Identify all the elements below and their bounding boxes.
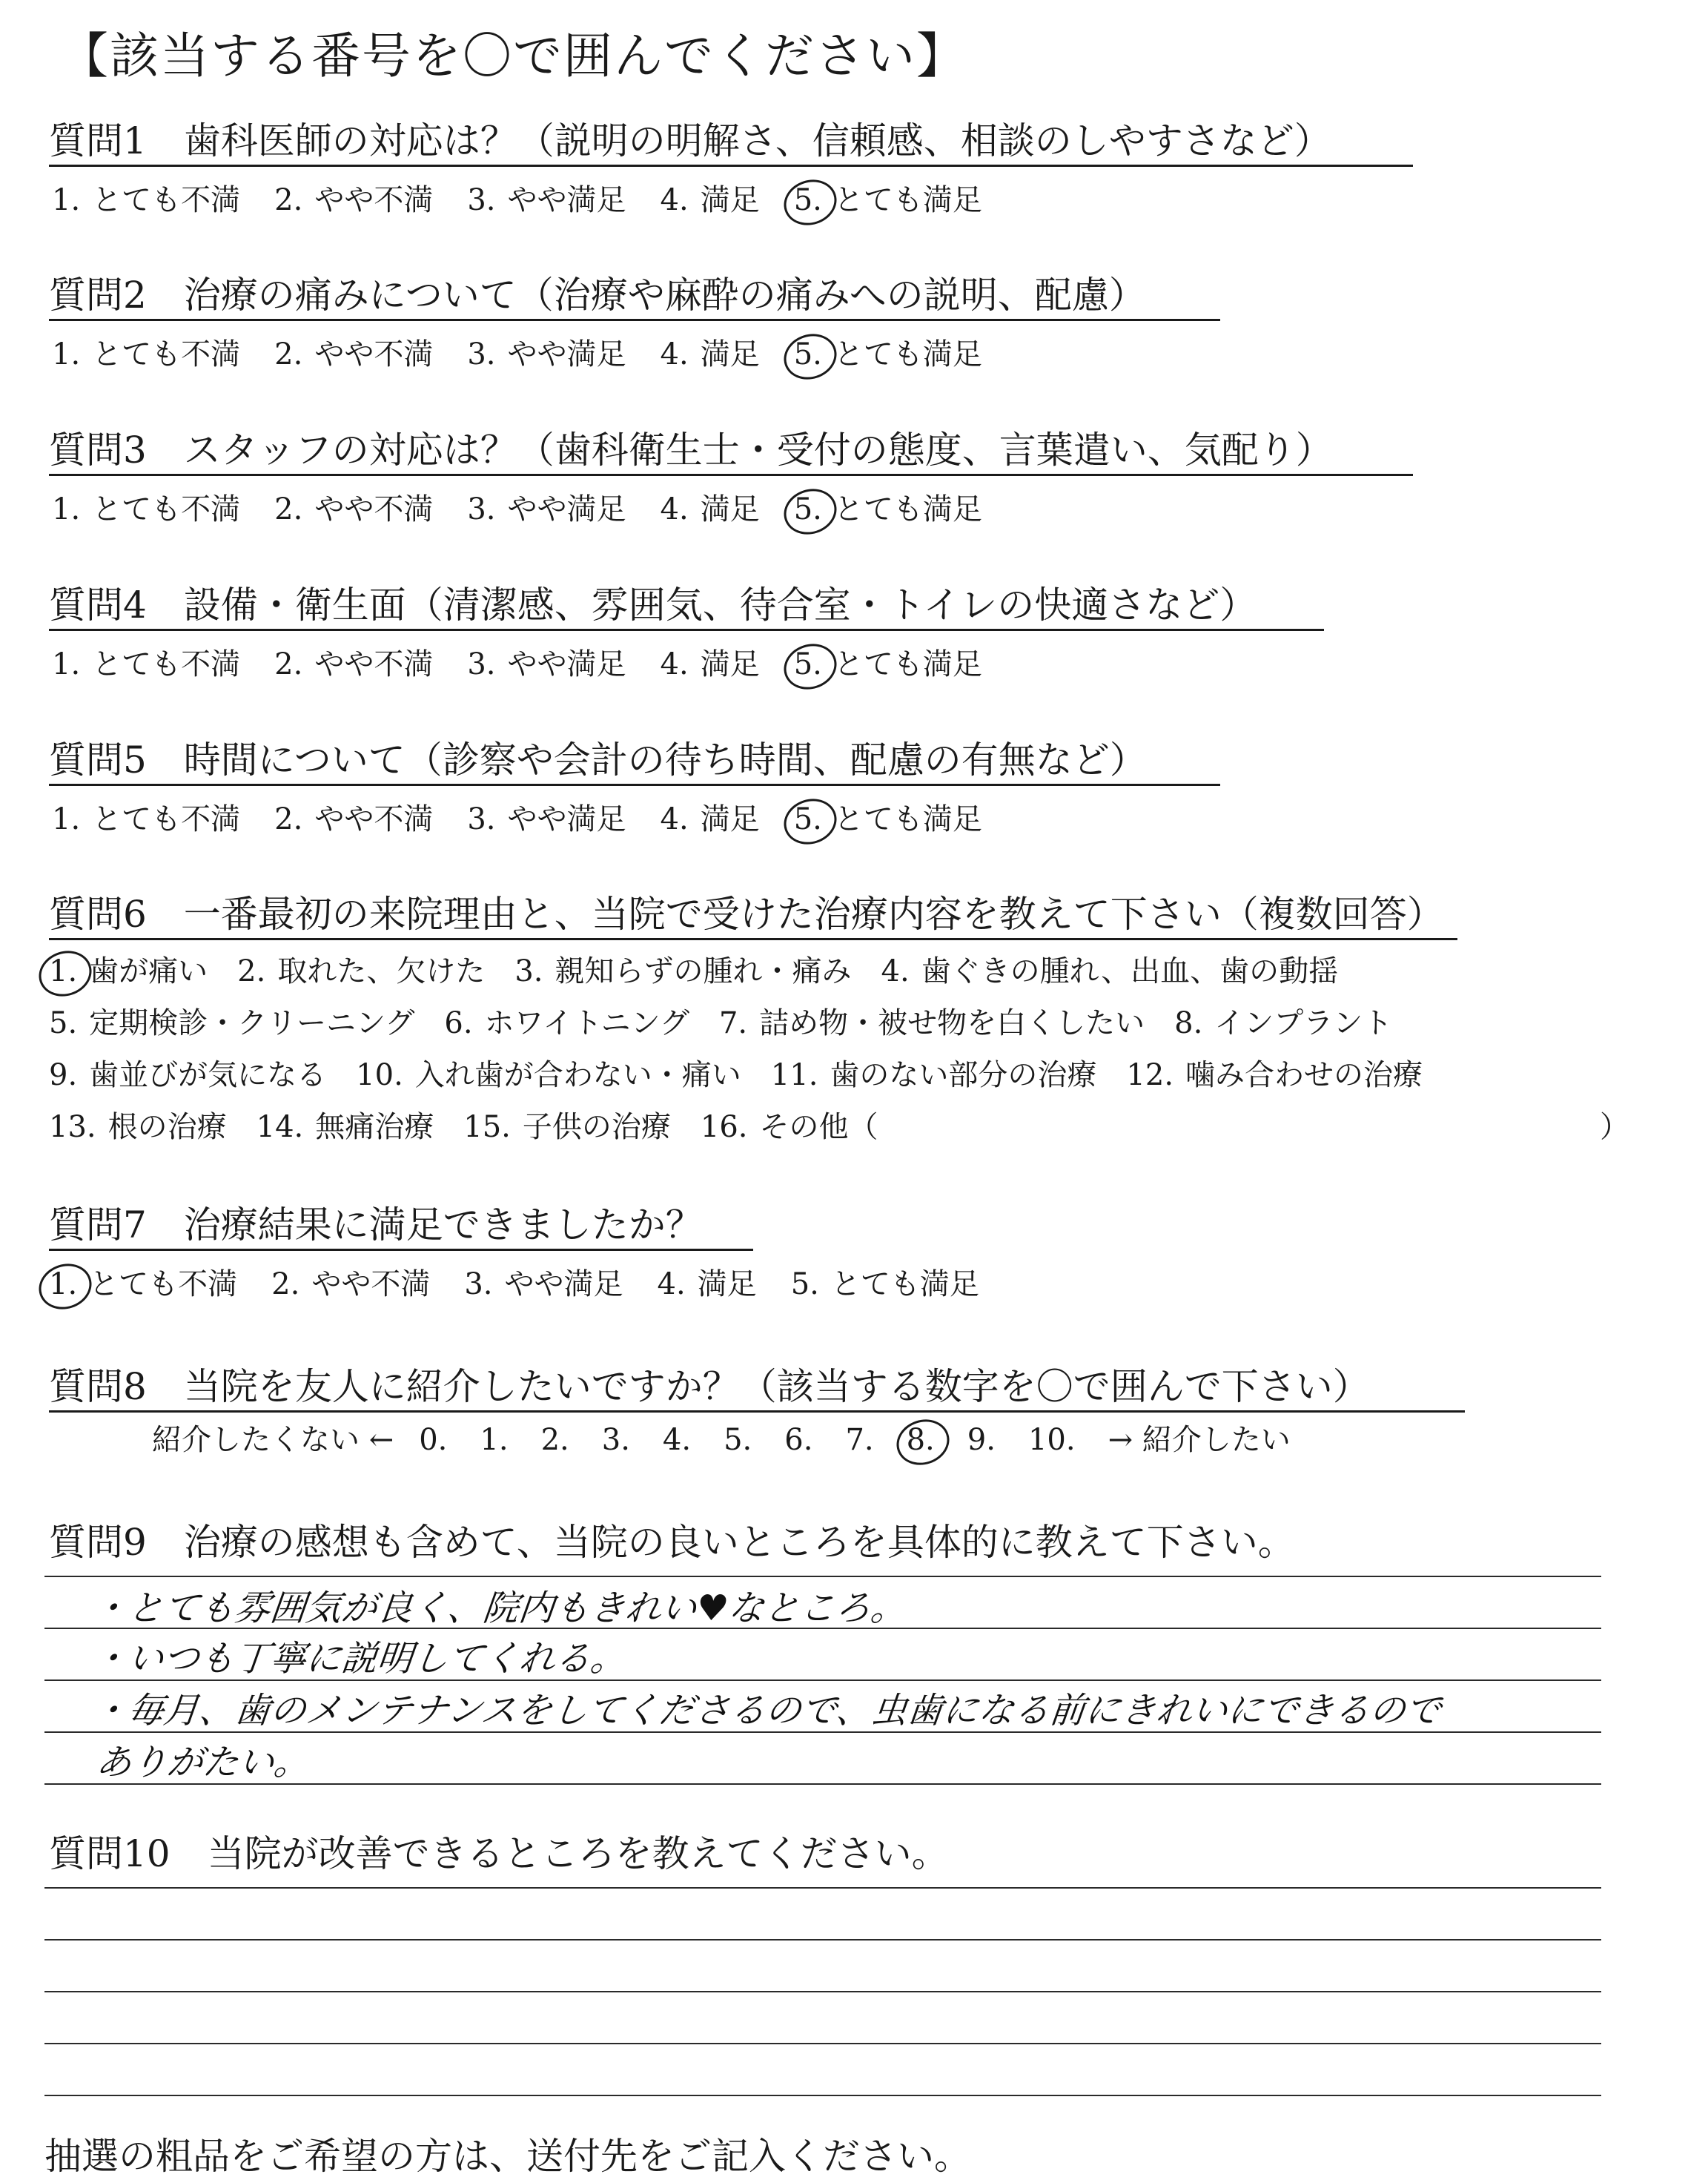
q4-option-label: やや満足 <box>507 647 626 681</box>
q8-scale-6[interactable]: 6. <box>784 1423 813 1457</box>
q3-option-label: とても不満 <box>92 492 241 526</box>
q6-option-number: 15. <box>463 1110 511 1144</box>
q8-scale-8[interactable]: 8. <box>906 1423 935 1457</box>
q6-option-number: 9. <box>49 1058 78 1092</box>
q5-option-2[interactable] <box>274 796 433 838</box>
q6-row-1 <box>49 948 1368 990</box>
q6-option-1[interactable] <box>49 1103 227 1146</box>
q1-option-number: 1. <box>52 183 81 217</box>
q8-scale-0[interactable]: 0. <box>419 1423 448 1457</box>
q4-option-number: 3. <box>467 647 496 681</box>
q6-option-label: その他（ <box>759 1110 878 1144</box>
q6-option-3[interactable] <box>463 1103 671 1146</box>
q6-option-3[interactable] <box>514 948 851 990</box>
q4-option-number: 4. <box>660 647 689 681</box>
q6-title: 質問6 一番最初の来院理由と、当院で受けた治療内容を教えて下さい（複数回答） <box>49 893 1444 936</box>
q6-option-number: 6. <box>444 1006 473 1040</box>
q1-option-label: やや不満 <box>314 183 434 217</box>
q6-option-label: 取れた、欠けた <box>277 954 486 988</box>
q1-option-label: やや満足 <box>507 183 626 217</box>
q6-option-label: 根の治療 <box>107 1110 227 1144</box>
q6-option-4[interactable] <box>1126 1051 1423 1094</box>
q6-option-label: 入れ歯が合わない・痛い <box>414 1058 741 1092</box>
footer-partial: 抽選の粗品をご希望の方は、送付先をご記入ください。 <box>44 2135 971 2178</box>
q6-option-number: 4. <box>881 954 910 988</box>
q8-scale-10[interactable]: 10. <box>1027 1423 1076 1457</box>
q1-option-number: 3. <box>467 183 496 217</box>
q9-handwritten-answer: ・いつも丁寧に説明してくれる。 <box>90 1638 629 1679</box>
q9-title: 質問9 治療の感想も含めて、当院の良いところを具体的に教えて下さい。 <box>49 1521 1295 1564</box>
q6-option-label: 歯ぐきの腫れ、出血、歯の動揺 <box>921 954 1339 988</box>
q9-ruled-line <box>44 1576 1601 1577</box>
q1-option-4[interactable] <box>661 176 760 219</box>
q1-underline <box>49 165 1413 167</box>
q6-option-1[interactable] <box>49 1051 326 1094</box>
q6-option-label: 歯のない部分の治療 <box>830 1058 1097 1092</box>
q5-option-label: やや満足 <box>507 802 626 836</box>
q2-option-number: 4. <box>660 337 689 371</box>
q9-handwritten-answer: ・とても雰囲気が良く、院内もきれい♥なところ。 <box>90 1588 909 1629</box>
q6-option-2[interactable] <box>444 1000 689 1042</box>
q2-option-number: 1. <box>52 337 81 371</box>
q8-scale-4[interactable]: 4. <box>662 1423 692 1457</box>
q6-option-number: 16. <box>700 1110 748 1144</box>
q3-option-3[interactable] <box>467 486 626 528</box>
q7-title: 質問7 治療結果に満足できましたか？ <box>49 1203 703 1246</box>
q6-option-label: 歯が痛い <box>89 954 208 988</box>
q6-option-number: 7. <box>718 1006 748 1040</box>
q4-title: 質問4 設備・衛生面（清潔感、雰囲気、待合室・トイレの快適さなど） <box>49 584 1257 627</box>
q10-ruled-line <box>44 1991 1601 1992</box>
q6-row-3 <box>49 1051 1452 1094</box>
q4-option-number: 1. <box>52 647 81 681</box>
q4-option-1[interactable] <box>52 641 240 683</box>
q5-option-number: 1. <box>52 802 81 836</box>
q5-option-1[interactable] <box>52 796 240 838</box>
q6-option-label: 子供の治療 <box>522 1110 671 1144</box>
q6-row-4 <box>49 1103 908 1146</box>
q5-option-number: 4. <box>660 802 689 836</box>
q6-option-number: 13. <box>49 1110 96 1144</box>
q1-option-number: 2. <box>274 183 303 217</box>
q4-option-number: 2. <box>274 647 303 681</box>
q3-option-label: とても満足 <box>833 492 982 526</box>
q8-right-label: → 紹介したい <box>1108 1423 1291 1457</box>
q5-option-number: 3. <box>467 802 496 836</box>
q1-option-3[interactable] <box>467 176 626 219</box>
q6-option-2[interactable] <box>256 1103 434 1146</box>
q5-option-label: とても満足 <box>833 802 982 836</box>
q3-option-label: 満足 <box>700 492 760 526</box>
q1-option-1[interactable] <box>52 176 240 219</box>
q1-title: 質問1 歯科医師の対応は？（説明の明解さ、信頼感、相談のしやすさなど） <box>49 119 1331 162</box>
q7-option-label: 満足 <box>697 1267 757 1301</box>
q7-option-label: とても満足 <box>830 1267 979 1301</box>
q2-option-3[interactable] <box>467 331 626 373</box>
q6-option-label: 噛み合わせの治療 <box>1185 1058 1423 1092</box>
q6-option-label: 無痛治療 <box>315 1110 434 1144</box>
q2-option-number: 3. <box>467 337 496 371</box>
q6-option-number: 2. <box>237 954 266 988</box>
q6-option-label: 定期検診・クリーニング <box>89 1006 415 1040</box>
q8-underline <box>49 1410 1465 1413</box>
q9-handwritten-answer: ・毎月、歯のメンテナンスをしてくださるので、虫歯になる前にきれいにできるので <box>90 1690 1443 1731</box>
q6-option-label: インプラント <box>1214 1006 1393 1040</box>
page-header: 【該当する番号を〇で囲んでください】 <box>59 27 967 85</box>
q2-underline <box>49 319 1220 321</box>
q6-option-number: 3. <box>514 954 543 988</box>
q8-title: 質問8 当院を友人に紹介したいですか？（該当する数字を〇で囲んで下さい） <box>49 1365 1370 1408</box>
q8-scale-9[interactable]: 9. <box>967 1423 996 1457</box>
q1-option-number: 4. <box>660 183 689 217</box>
q4-option-3[interactable] <box>467 641 626 683</box>
q1-options <box>52 176 1016 219</box>
q6-option-number: 12. <box>1126 1058 1174 1092</box>
q10-ruled-line <box>44 2095 1601 2096</box>
q7-option-4[interactable] <box>658 1261 757 1303</box>
q6-option-2[interactable] <box>237 948 485 990</box>
q10-ruled-line <box>44 1939 1601 1940</box>
q4-options <box>52 641 1016 683</box>
q1-option-number: 5. <box>793 183 822 217</box>
q6-option-3[interactable] <box>771 1051 1097 1094</box>
q3-option-1[interactable] <box>52 486 240 528</box>
q6-option-number: 11. <box>770 1058 818 1092</box>
q3-option-number: 2. <box>274 492 303 526</box>
q2-options <box>52 331 1016 373</box>
q6-option-number: 8. <box>1174 1006 1203 1040</box>
q8-scale-numbers <box>419 1423 1108 1457</box>
q5-option-label: やや不満 <box>314 802 434 836</box>
q6-option-4[interactable] <box>701 1103 878 1146</box>
q4-option-label: とても不満 <box>92 647 241 681</box>
q1-option-label: とても満足 <box>833 183 982 217</box>
q9-handwritten-answer: ありがたい。 <box>93 1742 312 1783</box>
q6-option-label: 親知らずの腫れ・痛み <box>555 954 852 988</box>
q5-options <box>52 796 1016 838</box>
q2-option-label: とても不満 <box>92 337 241 371</box>
q7-option-label: やや満足 <box>504 1267 623 1301</box>
q8-left-label: 紹介したくない ← <box>152 1423 394 1457</box>
q5-option-number: 5. <box>793 802 822 836</box>
q7-option-label: やや不満 <box>311 1267 431 1301</box>
q3-title: 質問3 スタッフの対応は？（歯科衛生士・受付の態度、言葉遣い、気配り） <box>49 429 1333 472</box>
q6-option-3[interactable] <box>719 1000 1145 1042</box>
q8-scale <box>152 1416 1291 1459</box>
q2-option-4[interactable] <box>661 331 760 373</box>
q3-option-number: 3. <box>467 492 496 526</box>
q2-title: 質問2 治療の痛みについて（治療や麻酔の痛みへの説明、配慮） <box>49 274 1146 317</box>
q7-underline <box>49 1249 753 1251</box>
q6-row-2 <box>49 1000 1422 1042</box>
q7-options <box>49 1261 1013 1303</box>
q2-option-label: やや満足 <box>507 337 626 371</box>
q5-option-label: とても不満 <box>92 802 241 836</box>
q6-option-label: ホワイトニング <box>484 1006 689 1040</box>
q6-option-4[interactable] <box>1174 1000 1392 1042</box>
q7-option-2[interactable] <box>271 1261 430 1303</box>
q4-option-number: 5. <box>793 647 822 681</box>
q3-option-number: 4. <box>660 492 689 526</box>
q2-option-label: 満足 <box>700 337 760 371</box>
q5-option-3[interactable] <box>467 796 626 838</box>
q2-option-2[interactable] <box>274 331 433 373</box>
q3-options <box>52 486 1016 528</box>
q5-underline <box>49 784 1220 786</box>
q4-underline <box>49 629 1324 631</box>
q6-option-number: 5. <box>49 1006 78 1040</box>
q6-option-label: 歯並びが気になる <box>89 1058 327 1092</box>
q2-option-label: やや不満 <box>314 337 434 371</box>
q7-option-3[interactable] <box>464 1261 623 1303</box>
q6-option-2[interactable] <box>356 1051 741 1094</box>
q2-option-number: 2. <box>274 337 303 371</box>
q2-option-number: 5. <box>793 337 822 371</box>
q7-option-5[interactable] <box>791 1261 979 1303</box>
q7-option-number: 1. <box>49 1267 78 1301</box>
q5-option-4[interactable] <box>661 796 760 838</box>
q4-option-2[interactable] <box>274 641 433 683</box>
q4-option-label: やや不満 <box>314 647 434 681</box>
q7-option-number: 5. <box>790 1267 819 1301</box>
q4-option-4[interactable] <box>661 641 760 683</box>
q10-ruled-line <box>44 1887 1601 1889</box>
q7-option-number: 4. <box>657 1267 686 1301</box>
q6-underline <box>49 938 1457 940</box>
q2-option-label: とても満足 <box>833 337 982 371</box>
q1-option-label: 満足 <box>700 183 760 217</box>
q8-scale-7[interactable]: 7. <box>845 1423 874 1457</box>
q5-option-number: 2. <box>274 802 303 836</box>
q7-option-number: 3. <box>464 1267 493 1301</box>
q4-option-label: とても満足 <box>833 647 982 681</box>
q7-option-number: 2. <box>271 1267 300 1301</box>
q8-scale-2[interactable]: 2. <box>540 1423 569 1457</box>
q3-option-number: 5. <box>793 492 822 526</box>
q6-other-close-paren: ） <box>1600 1110 1629 1144</box>
q3-option-number: 1. <box>52 492 81 526</box>
q2-option-1[interactable] <box>52 331 240 373</box>
q5-title: 質問5 時間について（診察や会計の待ち時間、配慮の有無など） <box>49 739 1147 782</box>
q3-option-label: やや満足 <box>507 492 626 526</box>
q3-option-label: やや不満 <box>314 492 434 526</box>
q5-option-label: 満足 <box>700 802 760 836</box>
q7-option-label: とても不満 <box>89 1267 238 1301</box>
q6-option-number: 14. <box>256 1110 304 1144</box>
q6-option-label: 詰め物・被せ物を白くしたい <box>759 1006 1145 1040</box>
q1-option-2[interactable] <box>274 176 433 219</box>
q4-option-label: 満足 <box>700 647 760 681</box>
q3-underline <box>49 474 1413 476</box>
q6-option-1[interactable] <box>49 1000 414 1042</box>
q10-ruled-line <box>44 2043 1601 2044</box>
q3-option-2[interactable] <box>274 486 433 528</box>
q8-scale-3[interactable]: 3. <box>601 1423 630 1457</box>
q3-option-4[interactable] <box>661 486 760 528</box>
q8-scale-1[interactable]: 1. <box>480 1423 509 1457</box>
q10-title: 質問10 当院が改善できるところを教えてください。 <box>49 1832 949 1875</box>
q1-option-label: とても不満 <box>92 183 241 217</box>
q6-option-4[interactable] <box>881 948 1339 990</box>
q6-option-number: 10. <box>356 1058 403 1092</box>
q6-option-number: 1. <box>49 954 78 988</box>
q8-scale-5[interactable]: 5. <box>724 1423 752 1457</box>
